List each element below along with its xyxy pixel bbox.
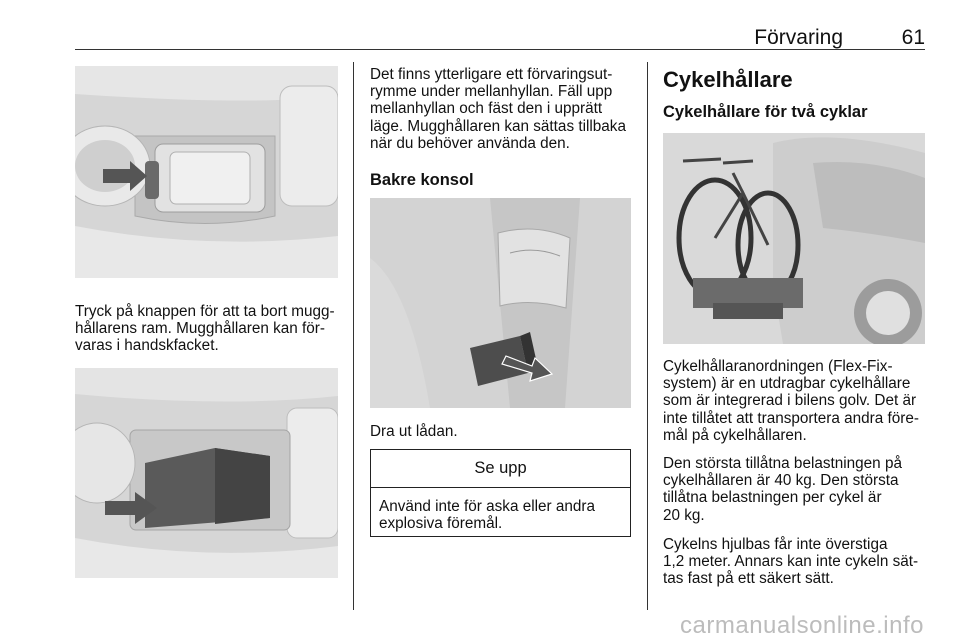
cupholder-illustration (75, 66, 338, 278)
column-divider-2 (647, 62, 648, 610)
cupholder-caption: Tryck på knappen för att ta bort mugg- hållarens ram. Mugghållaren kan för- varas i handskfacket. (75, 303, 335, 355)
storage-intro-paragraph: Det finns ytterligare ett förvaringsut- rymme under mellanhyllan. Fäll upp mellanhyllan och fäst den i upprätt läge. Mugghållaren kan sättas tillbaka när du behöver använda den. (370, 66, 626, 152)
watermark: carmanualsonline.info (680, 612, 924, 639)
rear-console-illustration (370, 198, 631, 408)
warning-body: Använd inte för aska eller andra explosiva föremål. (379, 498, 595, 533)
bike-carrier-paragraph-1: Cykelhållaranordningen (Flex-Fix- system) är en utdragbar cykelhållare som är integrerad i bilens golv. Det är inte tillåtet att transportera andra före- mål på cykelhållaren. (663, 358, 919, 444)
bike-carrier-subheading: Cykelhållare för två cyklar (663, 103, 868, 121)
rear-console-heading: Bakre konsol (370, 171, 474, 189)
bike-carrier-paragraph-2: Den största tillåtna belastningen på cykelhållaren är 40 kg. Den största tillåtna belastningen per cykel är 20 kg. (663, 455, 902, 524)
bike-carrier-illustration (663, 133, 925, 344)
warning-title: Se upp (371, 450, 630, 488)
bike-carrier-paragraph-3: Cykelns hjulbas får inte överstiga 1,2 meter. Annars kan inte cykeln sät- tas fast på ett säkert sätt. (663, 536, 919, 588)
page-header (75, 26, 925, 50)
section-title: Förvaring (754, 26, 843, 49)
header-rule (75, 49, 925, 50)
storage-compartment-illustration (75, 368, 338, 578)
column-divider-1 (353, 62, 354, 610)
bike-carrier-heading: Cykelhållare (663, 67, 793, 92)
warning-box (370, 449, 631, 537)
pull-drawer-text: Dra ut lådan. (370, 423, 458, 440)
page-number: 61 (901, 26, 925, 49)
